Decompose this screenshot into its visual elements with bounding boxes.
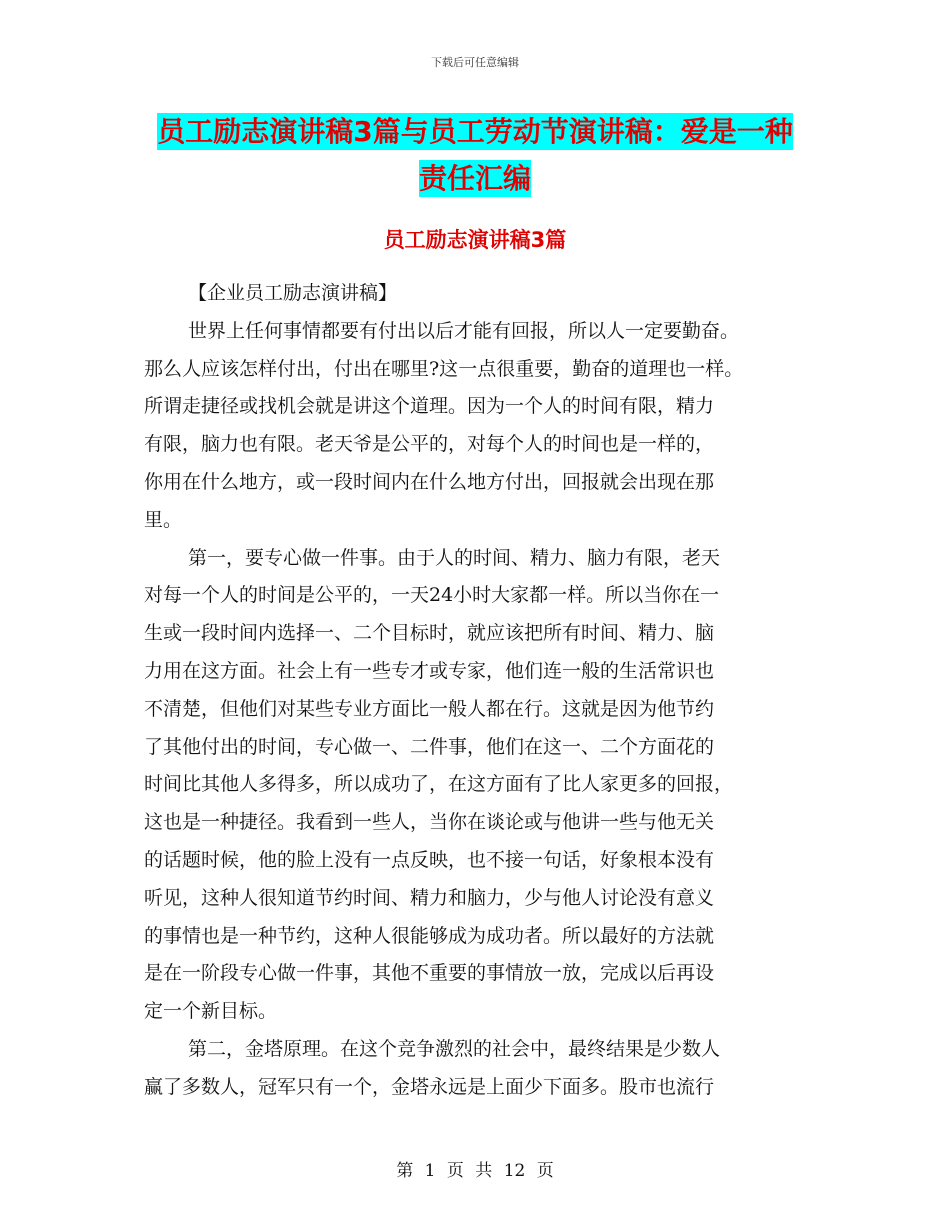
paragraph-line: 里。 — [144, 508, 183, 531]
paragraph-line: 世界上任何事情都要有付出以后才能有回报，所以人一定要勤奋。 — [188, 319, 740, 342]
paragraph-line: 生或一段时间内选择一、二个目标时，就应该把所有时间、精力、脑 — [144, 622, 715, 645]
paragraph-line: 对每一个人的时间是公平的，一天24小时大家都一样。所以当你在一 — [144, 584, 720, 607]
paragraph-line: 的事情也是一种节约，这种人很能够成为成功者。所以最好的方法就 — [144, 924, 715, 947]
paragraph-line: 有限，脑力也有限。老天爷是公平的，对每个人的时间也是一样的， — [144, 433, 715, 456]
subheading-line: 【企业员工励志演讲稿】 — [188, 282, 398, 304]
paragraph-line: 力用在这方面。社会上有一些专才或专家，他们连一般的生活常识也 — [144, 659, 715, 682]
paragraph-line: 这也是一种捷径。我看到一些人，当你在谈论或与他讲一些与他无关 — [144, 811, 715, 834]
paragraph-line: 那么人应该怎样付出，付出在哪里?这一点很重要，勤奋的道理也一样。 — [144, 357, 744, 380]
paragraph-line: 定一个新目标。 — [144, 1000, 278, 1023]
paragraph-line: 赢了多数人，冠军只有一个，金塔永远是上面少下面多。股市也流行 — [144, 1075, 715, 1098]
paragraph-line: 第一，要专心做一件事。由于人的时间、精力、脑力有限，老天 — [188, 546, 721, 569]
document-title — [0, 108, 950, 202]
page-number-footer: 第 1 页 共 12 页 — [396, 1161, 554, 1181]
title-line-2: 责任汇编 — [418, 162, 531, 195]
section-title: 员工励志演讲稿3篇 — [383, 228, 567, 252]
paragraph-line: 不清楚，但他们对某些专业方面比一般人都在行。这就是因为他节约 — [144, 697, 715, 720]
paragraph-line: 听见，这种人很知道节约时间、精力和脑力，少与他人讨论没有意义 — [144, 886, 715, 909]
page-header-note: 下载后可任意编辑 — [431, 56, 519, 69]
title-line-1: 员工励志演讲稿3篇与员工劳动节演讲稿：爱是一种 — [157, 115, 793, 148]
paragraph-line: 第二，金塔原理。在这个竞争激烈的社会中，最终结果是少数人 — [188, 1037, 721, 1060]
paragraph-line: 时间比其他人多得多，所以成功了，在这方面有了比人家更多的回报， — [144, 773, 734, 796]
document-body — [144, 275, 814, 1107]
paragraph-line: 所谓走捷径或找机会就是讲这个道理。因为一个人的时间有限，精力 — [144, 395, 715, 418]
paragraph-line: 的话题时候，他的脸上没有一点反映，也不接一句话，好象根本没有 — [144, 848, 715, 871]
paragraph-line: 你用在什么地方，或一段时间内在什么地方付出，回报就会出现在那 — [144, 470, 715, 493]
paragraph-line: 了其他付出的时间，专心做一、二件事，他们在这一、二个方面花的 — [144, 735, 715, 758]
paragraph-line: 是在一阶段专心做一件事，其他不重要的事情放一放，完成以后再设 — [144, 962, 715, 985]
